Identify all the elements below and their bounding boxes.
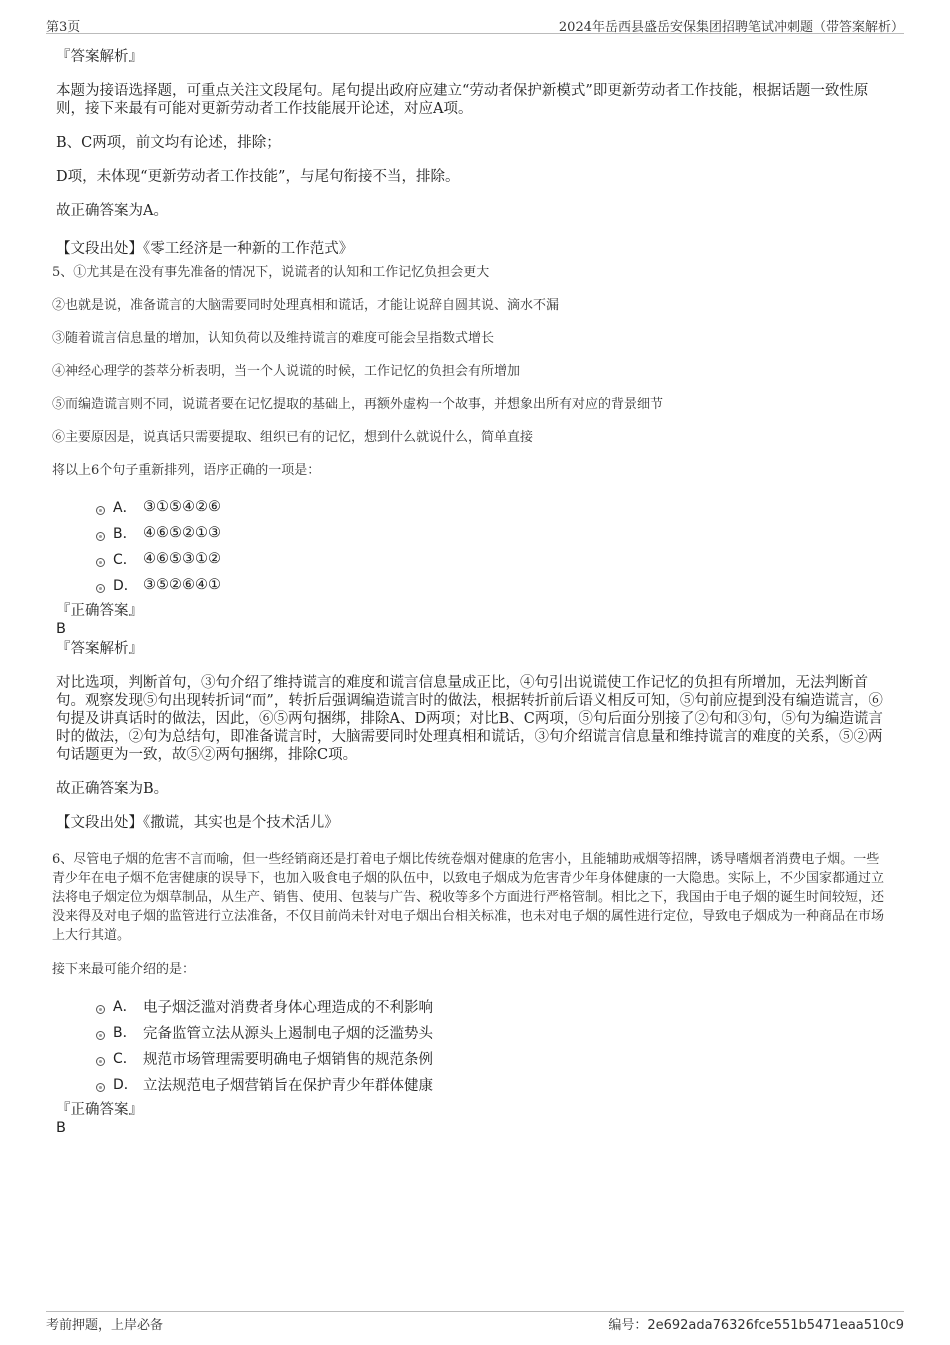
q4-analysis-p4: 故正确答案为A。 <box>56 203 168 219</box>
q6-answer: B <box>56 1120 66 1136</box>
page-content <box>52 46 892 1137</box>
radio-icon[interactable] <box>96 532 105 541</box>
q5-sentence-1: 5、①尤其是在没有事先准备的情况下，说谎者的认知和工作记忆负担会更大 <box>52 265 490 280</box>
q4-analysis-p1: 本题为接语选择题，可重点关注文段尾句。尾句提出政府应建立“劳动者保护新模式”即更新劳动者工作技能，根据话题一致性原则，接下来最有可能对更新劳动者工作技能展开论述，对应A项。 <box>56 83 869 117</box>
footer-serial: 编号：2e692ada76326fce551b5471eaa510c9 <box>608 1318 904 1333</box>
header-divider <box>46 33 904 34</box>
footer-slogan: 考前押题，上岸必备 <box>46 1318 164 1333</box>
radio-icon[interactable] <box>96 1057 105 1066</box>
q5-answer: B <box>56 621 66 637</box>
q6-answer-label: 『正确答案』 <box>56 1102 143 1118</box>
q5-analysis-p2: 故正确答案为B。 <box>56 781 169 797</box>
q5-sentence-2: ②也就是说，准备谎言的大脑需要同时处理真相和谎话，才能让说辞自圆其说、滴水不漏 <box>52 298 560 313</box>
q4-analysis-p3: D项，未体现“更新劳动者工作技能”，与尾句衔接不当，排除。 <box>56 169 460 185</box>
q5-option-d[interactable]: D． ③⑤②⑥④① <box>96 572 892 598</box>
q5-analysis-label: 『答案解析』 <box>56 641 143 657</box>
radio-icon[interactable] <box>96 1031 105 1040</box>
q4-analysis-p2: B、C两项，前文均有论述，排除； <box>56 135 281 151</box>
q5-sentence-3: ③随着谎言信息量的增加，认知负荷以及维持谎言的难度可能会呈指数式增长 <box>52 331 495 346</box>
footer-divider <box>46 1311 904 1312</box>
q4-source: 【文段出处】《零工经济是一种新的工作范式》 <box>56 241 354 257</box>
q6-options <box>96 993 892 1097</box>
radio-icon[interactable] <box>96 506 105 515</box>
radio-icon[interactable] <box>96 558 105 567</box>
document-title: 2024年岳西县盛岳安保集团招聘笔试冲刺题（带答案解析） <box>558 20 904 35</box>
q5-sentence-4: ④神经心理学的荟萃分析表明，当一个人说谎的时候，工作记忆的负担会有所增加 <box>52 364 521 379</box>
radio-icon[interactable] <box>96 584 105 593</box>
q5-analysis-p1: 对比选项，判断首句，③句介绍了维持谎言的难度和谎言信息量成正比，④句引出说谎使工作记忆的负担有所增加，无法判断首句。观察发现⑤句出现转折词“而”，转折后强调编造谎言时的做法，根据转折前后语义相反可知，⑤句前应提到没有编造谎言，⑥句提及讲真话时的做法，因此，⑥⑤两句捆绑，排除A、D两项；对比B、C两项，⑤句后面分别接了②句和③句，⑤句为编造谎言时的做法，②句为总结句，即准备谎言时，大脑需要同时处理真相和谎话，③句介绍谎言信息量和维持谎言的难度的关系，⑤②两句话题更为一致，故⑤②两句捆绑，排除C项。 <box>56 675 883 763</box>
q6-option-c[interactable]: C． 规范市场管理需要明确电子烟销售的规范条例 <box>96 1045 892 1071</box>
q5-answer-label: 『正确答案』 <box>56 603 143 619</box>
q5-sentence-5: ⑤而编造谎言则不同，说谎者要在记忆提取的基础上，再额外虚构一个故事，并想象出所有对应的背景细节 <box>52 397 664 412</box>
q5-option-c[interactable]: C． ④⑥⑤③①② <box>96 546 892 572</box>
q6-option-b[interactable]: B． 完备监管立法从源头上遏制电子烟的泛滥势头 <box>96 1019 892 1045</box>
radio-icon[interactable] <box>96 1005 105 1014</box>
q5-prompt: 将以上6个句子重新排列，语序正确的一项是： <box>52 463 321 478</box>
q4-analysis-label: 『答案解析』 <box>56 49 143 65</box>
page-header <box>46 12 904 35</box>
q5-option-a[interactable]: A． ③①⑤④②⑥ <box>96 494 892 520</box>
q6-option-d[interactable]: D． 立法规范电子烟营销旨在保护青少年群体健康 <box>96 1071 892 1097</box>
q5-sentence-6: ⑥主要原因是，说真话只需要提取、组织已有的记忆，想到什么就说什么，简单直接 <box>52 430 534 445</box>
q6-stem: 6、尽管电子烟的危害不言而喻，但一些经销商还是打着电子烟比传统卷烟对健康的危害小，且能辅助戒烟等招牌，诱导嗜烟者消费电子烟。一些青少年在电子烟不危害健康的误导下，也加入吸食电子烟的队伍中，以致电子烟成为危害青少年身体健康的一大隐患。实际上，不少国家都通过立法将电子烟定位为烟草制品，从生产、销售、使用、包装与广告、税收等多个方面进行严格管制。相比之下，我国由于电子烟的诞生时间较短，还没来得及对电子烟的监管进行立法准备，不仅目前尚未针对电子烟出台相关标准，也未对电子烟的属性进行定位，导致电子烟成为一种商品在市场上大行其道。 <box>52 852 885 943</box>
q5-option-b[interactable]: B． ④⑥⑤②①③ <box>96 520 892 546</box>
q5-options <box>96 494 892 598</box>
radio-icon[interactable] <box>96 1083 105 1092</box>
q6-option-a[interactable]: A． 电子烟泛滥对消费者身体心理造成的不利影响 <box>96 993 892 1019</box>
q6-prompt: 接下来最可能介绍的是： <box>52 962 196 977</box>
q5-source: 【文段出处】《撒谎，其实也是个技术活儿》 <box>56 815 339 831</box>
page-number: 第3页 <box>46 20 81 35</box>
